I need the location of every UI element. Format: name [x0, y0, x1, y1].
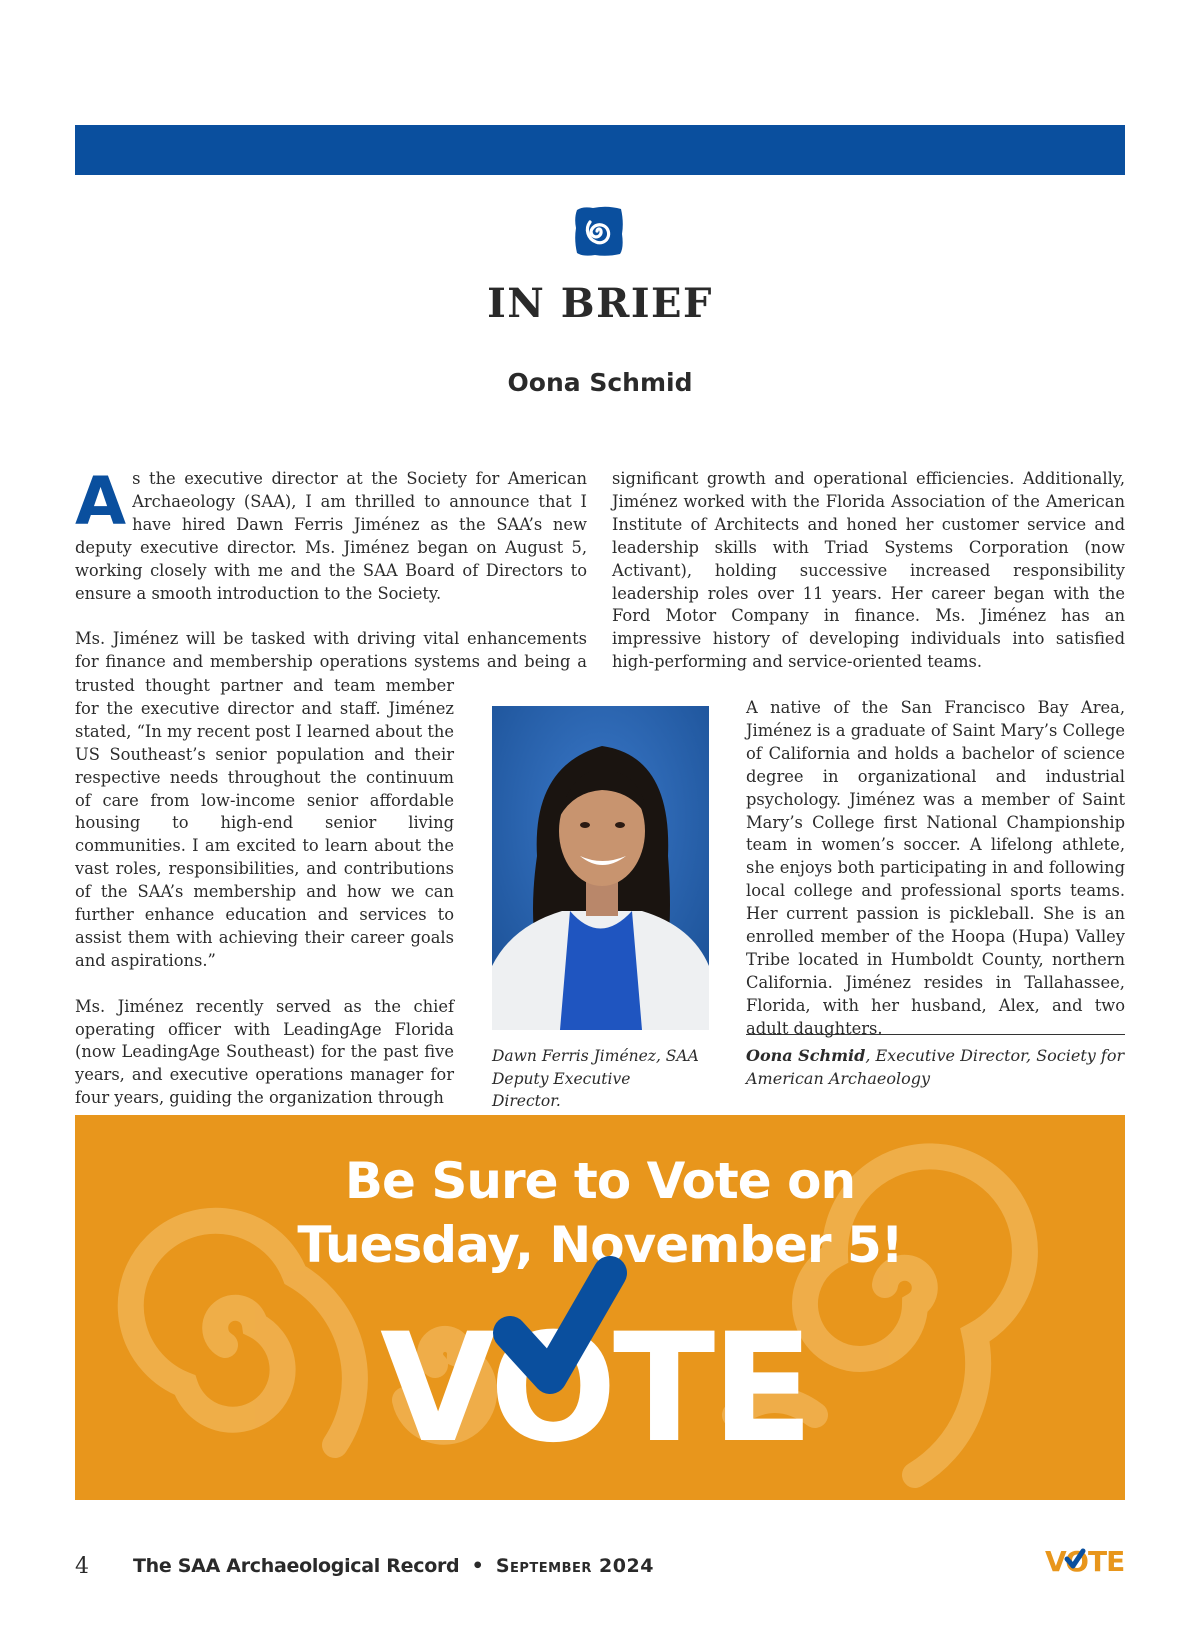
- mini-vote-logo: [1045, 1543, 1125, 1579]
- paragraph-2-narrow: trusted thought partner and team member for the executive director and staff. Jiménez stated, “In my recent post I learned about the US Southeast’s senior population and their respective needs throughout the continuum of care from low-income senior affordable housing to high-end senior living communities. I am excited to learn about the vast roles, responsibilities, and contributions of the SAA’s membership and how we can further enhance education and services to assist them with achieving their career goals and aspirations.”: [75, 676, 454, 970]
- signature: [746, 1045, 1125, 1090]
- paragraph-3: Ms. Jiménez recently served as the chief operating officer with LeadingAge Florida (now LeadingAge Southeast) for the past five years, and executive operations manager for four years, guiding the organization through: [75, 996, 454, 1108]
- paragraph-1: [75, 463, 587, 605]
- header-bar: [75, 125, 1125, 175]
- vote-headline-line-1: Be Sure to Vote on: [344, 1152, 856, 1210]
- vote-word: VOTE: [380, 1302, 810, 1476]
- footer-separator: •: [471, 1555, 484, 1577]
- mini-vote-word: VOTE: [1045, 1545, 1125, 1578]
- signature-name: Oona Schmid: [746, 1046, 866, 1065]
- photo-caption: Dawn Ferris Jiménez, SAA Deputy Executive Director.: [492, 1047, 699, 1110]
- vote-headline-line-2: Tuesday, November 5!: [297, 1216, 903, 1274]
- author-name: Oona Schmid: [507, 368, 693, 397]
- drop-cap: A: [75, 463, 127, 540]
- article-column-right-top: [612, 468, 1125, 674]
- article-column-left-narrow: [75, 675, 454, 1110]
- publication-name: The SAA Archaeological Record: [133, 1555, 460, 1577]
- signature-rule: [746, 1034, 1125, 1035]
- paragraph-4: A native of the San Francisco Bay Area, Jiménez is a graduate of Saint Mary’s College of California and holds a bachelor of science degree in organizational and industrial psychology. Jiménez was a member of Saint Mary’s College first National Championship team in women’s soccer. A lifelong athlete, she enjoys both participating in and following local college and professional sports teams. Her current passion is pickleball. She is an enrolled member of the Hoopa (Hupa) Valley Tribe located in Humboldt County, northern California. Jiménez resides in Tallahassee, Florida, with her husband, Alex, and two adult daughters.: [746, 698, 1125, 1038]
- issue-date: September 2024: [495, 1555, 654, 1577]
- paragraph-3-continued: significant growth and operational efficiencies. Additionally, Jiménez worked with the Florida Association of the American Institute of Architects and honed her customer service and leadership skills with Triad Systems Corporation (now Activant), holding successive increased responsibility leadership roles over 11 years. Her career began with the Ford Motor Company in finance. Ms. Jiménez has an impressive history of developing individuals into satisfied high-performing and service-oriented teams.: [612, 469, 1125, 672]
- page-number: 4: [75, 1554, 89, 1579]
- paragraph-1-text: s the executive director at the Society for American Archaeology (SAA), I am thrilled to announce that I have hired Dawn Ferris Jiménez as the SAA’s new deputy executive director. Ms. Jiménez began on August 5, working closely with me and the SAA Board of Directors to ensure a smooth introduction to the Society.: [75, 469, 587, 603]
- article-column-left-top: [75, 463, 587, 674]
- article-column-right-narrow: [746, 697, 1125, 1041]
- vote-word-graphic: [75, 1115, 1125, 1500]
- paragraph-2-wide: Ms. Jiménez will be tasked with driving vital enhancements for finance and membership operations systems and being a: [75, 629, 587, 672]
- publication-line: [133, 1555, 654, 1577]
- signature-title: , Executive Director, Society for American Archaeology: [746, 1046, 1125, 1088]
- vote-banner: [75, 1115, 1125, 1500]
- portrait-photo: [492, 706, 709, 1030]
- page-title: IN BRIEF: [487, 280, 713, 327]
- spiral-icon: [573, 204, 625, 258]
